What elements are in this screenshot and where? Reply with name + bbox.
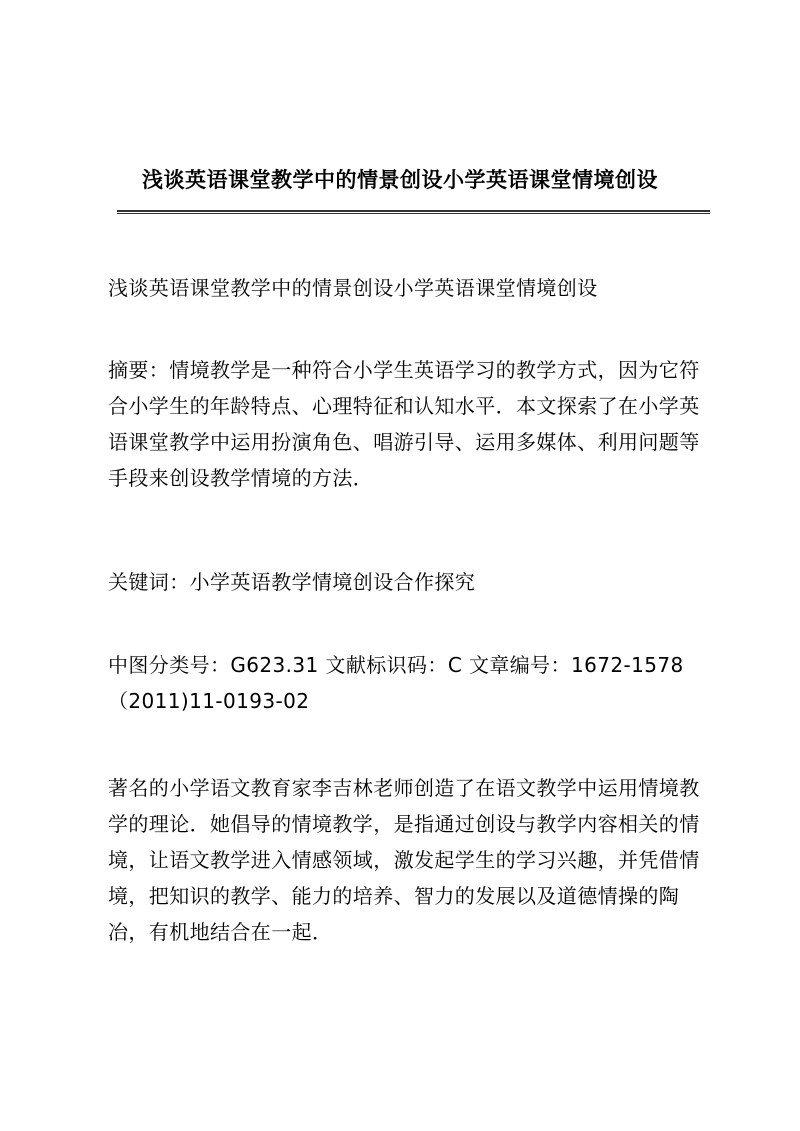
keywords-line: 关键词：小学英语教学情境创设合作探究	[108, 570, 476, 594]
body-paragraph: 著名的小学语文教育家李吉林老师创造了在语文教学中运用情境教学的理论．她倡导的情境教学，是指通过创设与教学内容相关的情境，让语文教学进入情感领域，激发起学生的学习兴趣，并凭借情境，把知识的教学、能力的培养、智力的发展以及道德情操的陶冶，有机地结合在一起．	[108, 776, 700, 944]
classification-info: 中图分类号：G623.31 文献标识码：C 文章编号：1672-1578（2011)11-0193-02	[108, 653, 684, 713]
document-subtitle: 浅谈英语课堂教学中的情景创设小学英语课堂情境创设	[108, 276, 598, 300]
abstract-paragraph: 摘要：情境教学是一种符合小学生英语学习的教学方式，因为它符合小学生的年龄特点、心理特征和认知水平．本文探索了在小学英语课堂教学中运用扮演角色、唱游引导、运用多媒体、利用问题等手段来创设教学情境的方法．	[108, 358, 700, 490]
document-title: 浅谈英语课堂教学中的情景创设小学英语课堂情境创设	[142, 167, 658, 192]
title-divider	[117, 210, 710, 214]
